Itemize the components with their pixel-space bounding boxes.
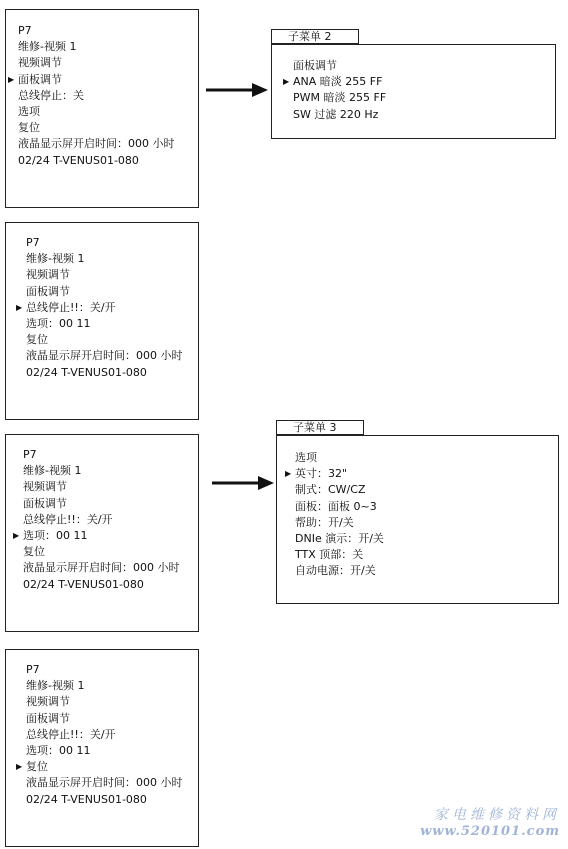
menu-line: 总线停止!!：关/开: [23, 512, 113, 526]
submenu-line: 制式：CW/CZ: [295, 483, 366, 497]
menu-line: 视频调节: [23, 480, 67, 494]
menu-line: 液晶显示屏开启时间：000 小时: [26, 776, 183, 790]
menu-line: 面板调节: [26, 711, 70, 725]
menu-line: 选项: [18, 105, 40, 119]
submenu-3-panel: [276, 435, 559, 604]
menu-line: 维修-视频 1: [26, 252, 85, 266]
menu-line: 总线停止!!：关/开: [26, 727, 116, 741]
submenu-line: SW 过滤 220 Hz: [293, 107, 379, 121]
menu-screen-4: [5, 649, 199, 847]
menu-lines: [18, 23, 175, 169]
menu-screen-3: [5, 434, 199, 632]
submenu-line: TTX 顶部：关: [295, 548, 364, 562]
menu-lines: [26, 235, 183, 381]
submenu-line-selected: ▶ 英寸：32": [295, 466, 384, 482]
menu-line: 选项：00 11: [26, 317, 91, 331]
submenu-line: DNIe 演示：开/关: [295, 532, 384, 546]
submenu-2-lines: [293, 58, 386, 123]
menu-line: 复位: [23, 545, 45, 559]
watermark: [420, 804, 560, 839]
watermark-url: www.520101.com: [420, 824, 560, 839]
menu-line: 维修-视频 1: [18, 40, 77, 54]
menu-line: 02/24 T-VENUS01-080: [26, 792, 147, 806]
menu-line: 02/24 T-VENUS01-080: [26, 365, 147, 379]
arrow-right-icon: [212, 475, 274, 491]
watermark-site-name: 家电维修资料网: [434, 807, 560, 823]
menu-line: 维修-视频 1: [23, 464, 82, 478]
menu-line: 液晶显示屏开启时间：000 小时: [23, 561, 180, 575]
menu-line: P7: [26, 663, 40, 676]
submenu-2-tab: 子菜单 2: [271, 29, 359, 44]
menu-line: 视频调节: [26, 695, 70, 709]
menu-screen-2: [5, 222, 199, 420]
menu-line: 02/24 T-VENUS01-080: [23, 577, 144, 591]
menu-line: P7: [26, 236, 40, 249]
menu-line: 总线停止：关: [18, 88, 84, 102]
menu-line-selected: ▶ 选项：00 11: [23, 528, 180, 544]
menu-line-selected: ▶ 面板调节: [18, 72, 175, 88]
menu-lines: [26, 662, 183, 808]
menu-line: 面板调节: [23, 496, 67, 510]
submenu-2-panel: [271, 44, 556, 139]
menu-screen-1: [5, 9, 199, 208]
submenu-line: 面板：面板 0~3: [295, 499, 377, 513]
menu-line: 维修-视频 1: [26, 679, 85, 693]
submenu-line: 帮助：开/关: [295, 515, 354, 529]
submenu-3-tab: 子菜单 3: [276, 420, 364, 435]
menu-line: 复位: [18, 121, 40, 135]
menu-line: 复位: [26, 333, 48, 347]
menu-line: 液晶显示屏开启时间：000 小时: [18, 137, 175, 151]
submenu-line-selected: ▶ ANA 暗淡 255 FF: [293, 74, 386, 90]
submenu-line: 自动电源：开/关: [295, 564, 376, 578]
menu-line: P7: [18, 24, 32, 37]
menu-line: 选项：00 11: [26, 744, 91, 758]
menu-line: 视频调节: [26, 268, 70, 282]
menu-line: 视频调节: [18, 56, 62, 70]
menu-line: 液晶显示屏开启时间：000 小时: [26, 349, 183, 363]
submenu-line: PWM 暗淡 255 FF: [293, 91, 387, 105]
submenu-2-heading: 面板调节: [293, 59, 337, 72]
menu-line-selected: ▶ 总线停止!!：关/开: [26, 300, 183, 316]
arrow-right-icon: [206, 82, 268, 98]
menu-line: 面板调节: [26, 284, 70, 298]
menu-line: P7: [23, 448, 37, 461]
submenu-3-lines: [295, 450, 384, 580]
menu-line: 02/24 T-VENUS01-080: [18, 153, 139, 167]
submenu-3-heading: 选项: [295, 451, 317, 464]
menu-lines: [23, 447, 180, 593]
menu-line-selected: ▶ 复位: [26, 759, 183, 775]
